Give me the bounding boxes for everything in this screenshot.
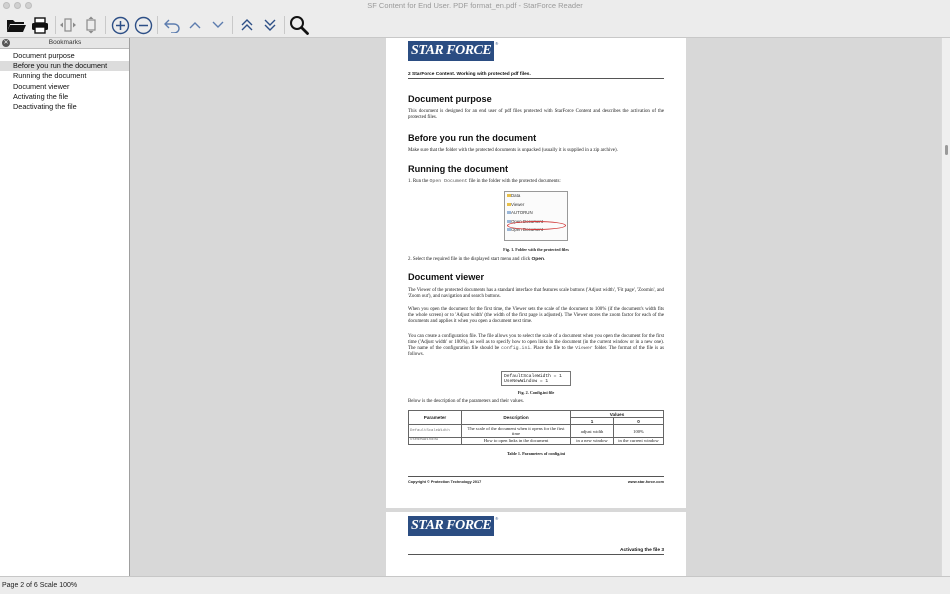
chevron-down-icon [211,20,225,30]
parameters-table [408,410,664,445]
zoom-in-icon [111,16,130,35]
running-head: 2 StarForce Content. Working with protected pdf files. [408,72,664,79]
bookmarks-panel [0,38,130,576]
bookmark-item-running-the-document[interactable]: Running the document [13,71,87,81]
folder-icon [507,203,511,206]
vertical-scrollbar[interactable] [941,38,950,576]
column-header: Values [571,411,664,418]
step-1: 1. Run the Open Document file in the folder with the protected documents: [408,179,561,184]
search-icon [289,15,309,35]
file-item: Open Document [505,218,567,227]
fit-width-button[interactable] [57,14,79,36]
table-row: UseNewWindow How to open links in the document in a new window in the current window [409,437,664,444]
figure-2-caption: Fig. 2. Config.ini file [517,390,555,395]
paragraph-viewer-1: The Viewer of the protected documents has a standard interface that features scale buttons ('Adjust width', 'Fit page', 'Zoomin', and 'Zoom out'), and navigation and search buttons. [408,288,664,300]
table-header-row [409,411,664,418]
heading-document-viewer: Document viewer [408,272,485,282]
folder-icon [507,194,511,197]
fit-page-button[interactable] [80,14,102,36]
double-chevron-down-icon [263,18,277,32]
search-button[interactable] [288,14,310,36]
heading-document-purpose: Document purpose [408,94,492,104]
next-button[interactable] [207,14,229,36]
zoom-out-button[interactable] [132,14,154,36]
fit-page-icon [82,16,100,34]
open-file-button[interactable] [5,14,27,36]
previous-button[interactable] [184,14,206,36]
file-icon [507,211,511,214]
table-1-caption: Table 1. Parameters of config.ini [507,451,565,456]
zoom-out-icon [134,16,153,35]
paragraph-viewer-3: You can create a configuration file. The file allows you to select the scale of a document when you open the document for the first time ('Adjust width' or 100%), as well as to specify how to open links in the document (in the current window or in a new one). The name of the configuration file should be config.ini. Place the file to the Viewer folder. The format of the file is as follows. [408,334,664,358]
paragraph-below: Below is the description of the parameters and their values. [408,399,524,404]
paragraph-purpose: This document is designed for an end user of pdf files protected with StarForce Content and describes the activation of the protected files. [408,109,664,121]
folder-item: Data [505,192,567,201]
print-icon [31,17,49,34]
column-header: Description [462,411,571,425]
config-code-block: DefaultScaleWidth = 1 UseNewWindow = 1 [501,371,571,386]
bookmark-item-deactivating-the-file[interactable]: Deactivating the file [13,101,77,111]
bookmark-item-activating-the-file[interactable]: Activating the file [13,91,69,101]
starforce-logo: STAR FORCE ® [408,516,498,536]
file-icon [507,228,511,231]
document-page [386,512,686,576]
running-head: Activating the file 3 [408,548,664,555]
toolbar-separator [232,16,233,34]
double-chevron-up-icon [240,18,254,32]
toolbar-separator [284,16,285,34]
chevron-up-icon [188,20,202,30]
first-page-button[interactable] [236,14,258,36]
bookmarks-title: Bookmarks [48,39,82,46]
starforce-logo: STAR FORCE ® [408,41,498,61]
website-link: www.star-force.com [627,480,664,484]
page-footer [408,476,664,484]
toolbar-separator [55,16,56,34]
paragraph-viewer-2: When you open the document for the first time, the Viewer sets the scale of the document to 100% (if the document's width fits the whole screen) or to 'Adjust width' (the width of the first page is adjusted). The Viewer stores the zoom factor for each of the documents and applies it when you open a document next time. [408,307,664,325]
paragraph-before: Make sure that the folder with the protected documents is unpacked (usually it is supplied in a zip archive). [408,148,618,153]
bookmark-list [0,49,129,112]
last-page-button[interactable] [259,14,281,36]
scrollbar-thumb[interactable] [945,145,948,155]
highlight-oval [507,221,566,230]
file-item: AUTORUN [505,209,567,218]
column-header: 1 [571,418,614,425]
print-button[interactable] [29,14,51,36]
copyright-text: Copyright © Protection Technology 2017 [408,480,482,484]
toolbar-separator [157,16,158,34]
toolbar-separator [105,16,106,34]
figure-folder-listing [504,191,568,241]
document-page [386,38,686,508]
back-button[interactable] [161,14,183,36]
open-icon [6,17,26,33]
bookmark-item-before-you-run[interactable]: Before you run the document [0,61,129,71]
title-bar [0,0,950,12]
toolbar [0,12,950,38]
folder-item: Viewer [505,201,567,210]
status-bar [0,576,950,594]
bookmark-item-document-viewer[interactable]: Document viewer [13,81,70,91]
close-panel-icon[interactable]: ✕ [3,40,9,46]
column-header: Parameter [409,411,462,425]
window-title: SF Content for End User. PDF format_en.pdf - StarForce Reader [367,1,583,10]
column-header: 0 [614,418,664,425]
bookmarks-header [0,38,129,49]
table-row: DefaultScaleWidth The scale of the document when it opens for the first time adjust width 100% [409,425,664,437]
fit-width-icon [59,17,77,33]
status-text: Page 2 of 6 Scale 100% [2,582,78,589]
file-item: Open Document [505,226,567,235]
document-view[interactable] [131,38,941,576]
heading-before-you-run: Before you run the document [408,133,537,143]
bookmark-item-document-purpose[interactable]: Document purpose [13,51,75,60]
figure-1-caption: Fig. 1. Folder with the protected files [503,247,569,252]
zoom-in-button[interactable] [109,14,131,36]
undo-icon [163,17,181,33]
heading-running: Running the document [408,164,509,174]
step-2: 2. Select the required file in the displayed start menu and click Open. [408,257,546,262]
